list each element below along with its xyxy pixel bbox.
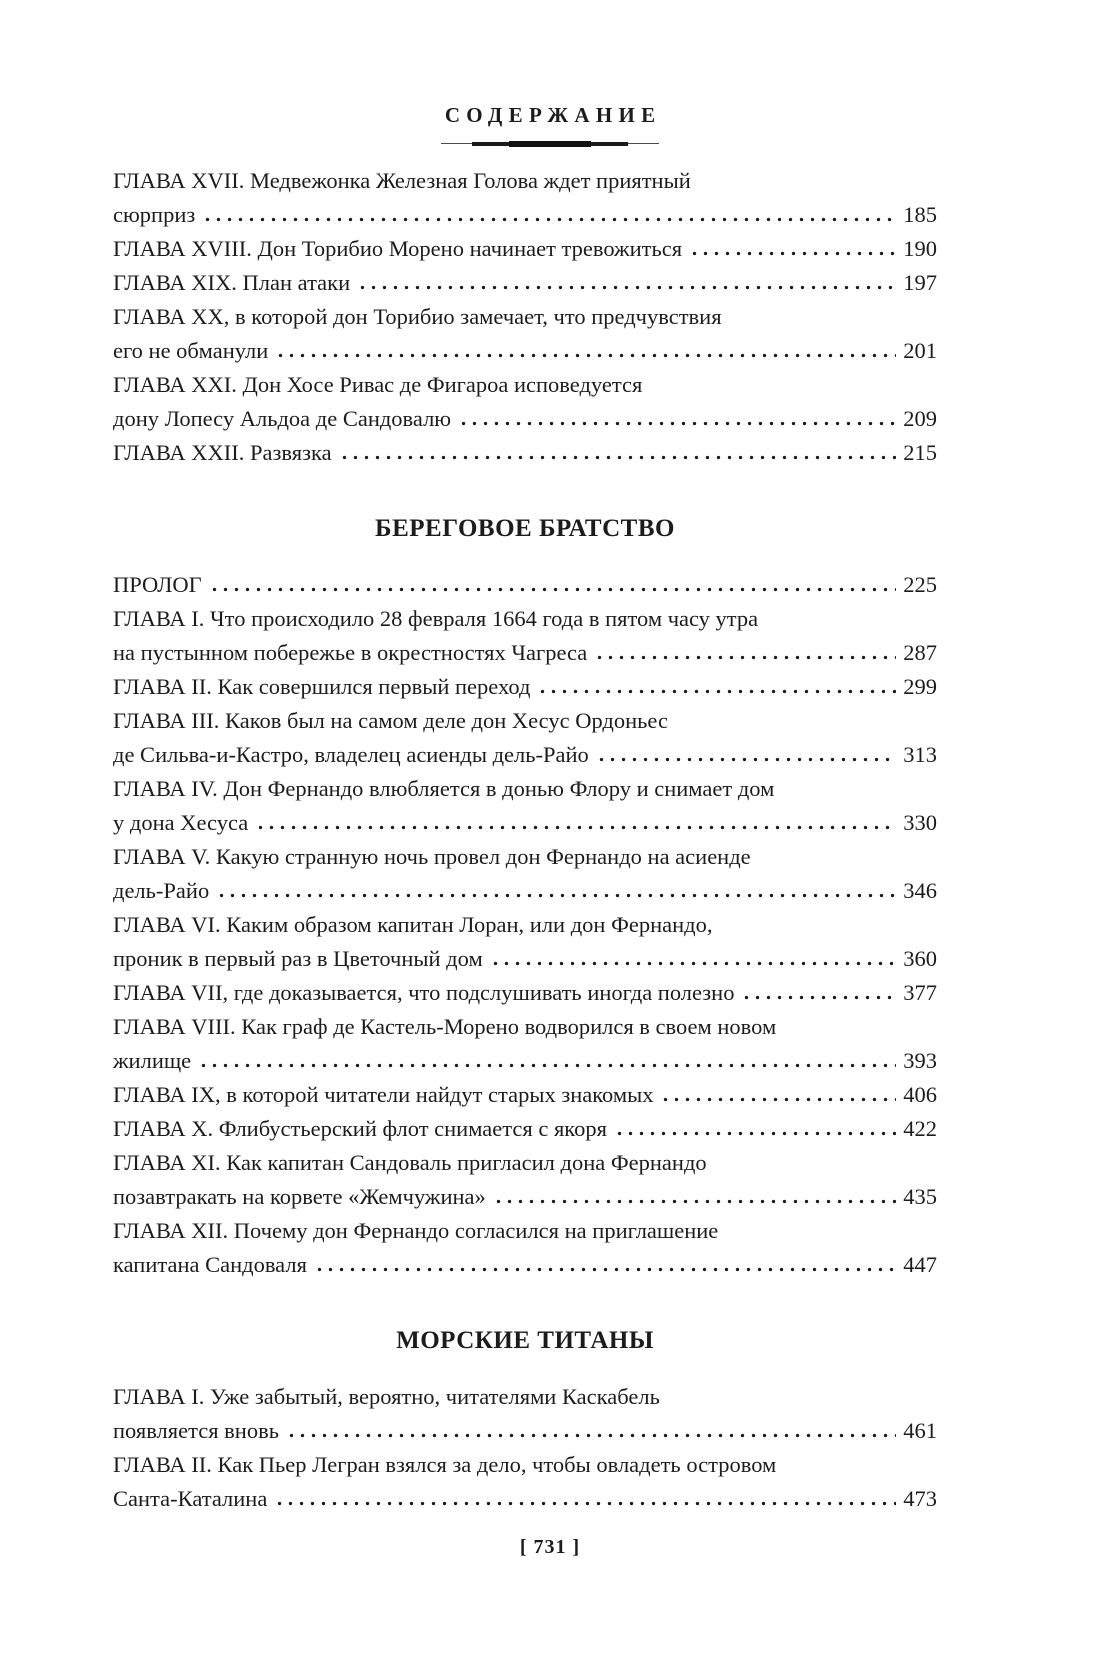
entry-text: ГЛАВА XII. Почему дон Фернандо согласился на приглашение — [113, 1218, 719, 1243]
entry-text: ГЛАВА II. Как совершился первый переход — [113, 674, 531, 699]
toc-entry-line — [113, 368, 937, 402]
toc-entry-line — [113, 164, 937, 198]
entry-page-number: 360 — [903, 946, 937, 971]
entry-text: ГЛАВА XI. Как капитан Сандоваль пригласил дона Фернандо — [113, 1150, 707, 1175]
toc-entry-line — [113, 1448, 937, 1482]
entry-page-number: 393 — [903, 1048, 937, 1073]
entry-text: его не обманули — [113, 338, 269, 363]
entry-text: ГЛАВА VI. Каким образом капитан Лоран, или дон Фернандо, — [113, 912, 713, 937]
dot-leader — [660, 1097, 896, 1102]
toc-entry-line — [113, 198, 937, 232]
dot-leader — [490, 961, 897, 966]
dot-leader — [537, 689, 896, 694]
toc-entry-line — [113, 1482, 937, 1516]
entry-page-number: 377 — [903, 980, 937, 1005]
toc-entry-line — [113, 806, 937, 840]
entry-page-number: 215 — [903, 440, 937, 465]
dot-leader — [209, 587, 897, 592]
entry-text: ПРОЛОГ — [113, 572, 202, 597]
entry-text: ГЛАВА X. Флибустьерский флот снимается с якоря — [113, 1116, 607, 1141]
toc-entry-line — [113, 704, 937, 738]
toc-entry-line — [113, 874, 937, 908]
folio-page-number: [ 731 ] — [519, 1536, 581, 1558]
entry-page-number: 287 — [903, 640, 937, 665]
entry-text: ГЛАВА IX, в которой читатели найдут старых знакомых — [113, 1082, 654, 1107]
entry-text: ГЛАВА VII, где доказывается, что подслушивать иногда полезно — [113, 980, 735, 1005]
entry-text: ГЛАВА I. Что происходило 28 февраля 1664 года в пятом часу утра — [113, 606, 759, 631]
entry-text: у дона Хесуса — [113, 810, 249, 835]
toc-entry-line — [113, 300, 937, 334]
toc-entry-line — [113, 1180, 937, 1214]
dot-leader — [198, 1063, 896, 1068]
entry-text: дель-Райо — [113, 878, 210, 903]
entry-text: де Сильва-и-Кастро, владелец асиенды дель-Райо — [113, 742, 589, 767]
toc-entry-line — [113, 1078, 937, 1112]
dot-leader — [596, 757, 896, 762]
entry-text: появляется вновь — [113, 1418, 279, 1443]
entry-page-number: 461 — [903, 1418, 937, 1443]
entry-page-number: 201 — [903, 338, 937, 363]
dot-leader — [286, 1433, 896, 1438]
entry-text: дону Лопесу Альдоа де Сандовалю — [113, 406, 452, 431]
toc-entry-line — [113, 1146, 937, 1180]
toc-entry-line — [113, 402, 937, 436]
entry-text: ГЛАВА XXI. Дон Хосе Ривас де Фигароа исповедуется — [113, 372, 643, 397]
toc-entry-line — [113, 1112, 937, 1146]
table-of-contents — [113, 164, 937, 1516]
dot-leader — [275, 353, 896, 358]
entry-text: ГЛАВА XIX. План атаки — [113, 270, 351, 295]
entry-text: ГЛАВА III. Каков был на самом деле дон Хесус Ордоньес — [113, 708, 668, 733]
toc-entry-line — [113, 1214, 937, 1248]
entry-text: ГЛАВА XX, в которой дон Торибио замечает, что предчувствия — [113, 304, 722, 329]
entry-page-number: 422 — [903, 1116, 937, 1141]
title-divider-ornament — [441, 141, 659, 147]
toc-entry-line — [113, 602, 937, 636]
entry-text: ГЛАВА XVIII. Дон Торибио Морено начинает тревожиться — [113, 236, 683, 261]
entry-page-number: 473 — [903, 1486, 937, 1511]
toc-entry-line — [113, 908, 937, 942]
dot-leader — [216, 893, 896, 898]
toc-entry-line — [113, 1380, 937, 1414]
toc-entry-line — [113, 738, 937, 772]
dot-leader — [594, 655, 896, 660]
entry-text: капитана Сандоваля — [113, 1252, 307, 1277]
entry-page-number: 225 — [903, 572, 937, 597]
entry-text: ГЛАВА II. Как Пьер Легран взялся за дело, чтобы овладеть островом — [113, 1452, 777, 1477]
entry-text: ГЛАВА XXII. Развязка — [113, 440, 332, 465]
entry-text: жилище — [113, 1048, 192, 1073]
dot-leader — [274, 1501, 896, 1506]
dot-leader — [255, 825, 896, 830]
entry-page-number: 406 — [903, 1082, 937, 1107]
dot-leader — [614, 1131, 896, 1136]
toc-entry-line — [113, 636, 937, 670]
dot-leader — [493, 1199, 896, 1204]
dot-leader — [689, 251, 896, 256]
toc-entry-line — [113, 840, 937, 874]
entry-text: ГЛАВА VIII. Как граф де Кастель-Морено водворился в своем новом — [113, 1014, 777, 1039]
toc-entry-line — [113, 436, 937, 470]
entry-page-number: 190 — [903, 236, 937, 261]
toc-entry-line — [113, 266, 937, 300]
dot-leader — [202, 217, 896, 222]
toc-entry-line — [113, 772, 937, 806]
page-title: СОДЕРЖАНИЕ — [444, 103, 662, 127]
toc-entry-line — [113, 1010, 937, 1044]
entry-text: сюрприз — [113, 202, 196, 227]
toc-entry-line — [113, 1248, 937, 1282]
entry-page-number: 447 — [903, 1252, 937, 1277]
dot-leader — [458, 421, 896, 426]
entry-page-number: 197 — [903, 270, 937, 295]
entry-text: ГЛАВА IV. Дон Фернандо влюбляется в донью Флору и снимает дом — [113, 776, 775, 801]
entry-page-number: 209 — [903, 406, 937, 431]
entry-text: на пустынном побережье в окрестностях Чагреса — [113, 640, 588, 665]
toc-entry-line — [113, 568, 937, 602]
toc-entry-line — [113, 232, 937, 266]
toc-entry-line — [113, 670, 937, 704]
toc-entry-line — [113, 942, 937, 976]
entry-text: ГЛАВА I. Уже забытый, вероятно, читателями Каскабель — [113, 1384, 660, 1409]
section-heading: МОРСКИЕ ТИТАНЫ — [396, 1327, 654, 1354]
toc-entry-line — [113, 1414, 937, 1448]
entry-page-number: 185 — [903, 202, 937, 227]
dot-leader — [357, 285, 896, 290]
toc-entry-line — [113, 976, 937, 1010]
toc-entry-line — [113, 334, 937, 368]
entry-page-number: 435 — [903, 1184, 937, 1209]
entry-text: ГЛАВА V. Какую странную ночь провел дон Фернандо на асиенде — [113, 844, 751, 869]
entry-page-number: 330 — [903, 810, 937, 835]
entry-text: позавтракать на корвете «Жемчужина» — [113, 1184, 486, 1209]
divider-thick-bar — [509, 141, 592, 147]
toc-entry-line — [113, 1044, 937, 1078]
entry-text: проник в первый раз в Цветочный дом — [113, 946, 483, 971]
dot-leader — [314, 1267, 896, 1272]
section-heading: БЕРЕГОВОЕ БРАТСТВО — [375, 515, 675, 542]
entry-page-number: 299 — [903, 674, 937, 699]
entry-text: Санта-Каталина — [113, 1486, 268, 1511]
dot-leader — [741, 995, 896, 1000]
dot-leader — [339, 455, 897, 460]
entry-page-number: 313 — [903, 742, 937, 767]
entry-page-number: 346 — [903, 878, 937, 903]
entry-text: ГЛАВА XVII. Медвежонка Железная Голова ждет приятный — [113, 168, 691, 193]
